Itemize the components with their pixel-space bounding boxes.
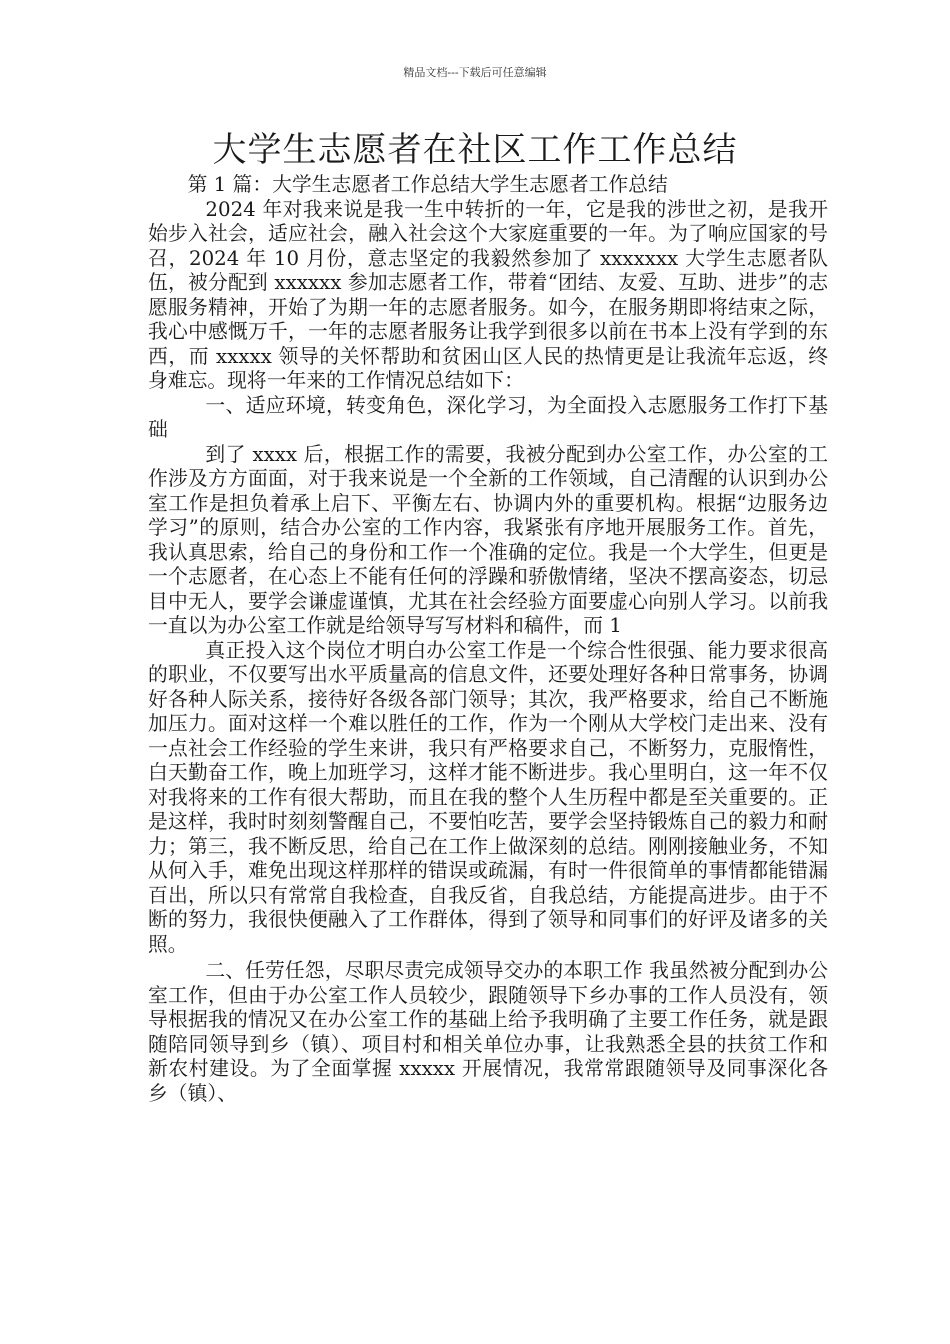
document-body — [148, 173, 828, 1106]
section-subtitle: 第 1 篇：大学生志愿者工作总结大学生志愿者工作总结 — [187, 173, 668, 196]
section-heading-2-paragraph: 二、任劳任怨，尽职尽责完成领导交办的本职工作 我虽然被分配到办公室工作，但由于办公室工作人员较少，跟随领导下乡办事的工作人员没有，领导根据我的情况又在办公室工作的基础上给予我明确了主要工作任务，就是跟随陪同领导到乡（镇）、项目村和相关单位办事，让我熟悉全县的扶贫工作和新农村建设。为了全面掌握 xxxxx 开展情况，我常常跟随领导及同事深化各乡（镇）、 — [148, 959, 828, 1105]
paragraph-learning: 真正投入这个岗位才明白办公室工作是一个综合性很强、能力要求很高的职业，不仅要写出水平质量高的信息文件，还要处理好各种日常事务，协调好各种人际关系，接待好各级各部门领导；其次，我严格要求，给自己不断施加压力。面对这样一个难以胜任的工作，作为一个刚从大学校门走出来、没有一点社会工作经验的学生来讲，我只有严格要求自己，不断努力，克服惰性，白天勤奋工作，晚上加班学习，这样才能不断进步。我心里明白，这一年不仅对我将来的工作有很大帮助，而且在我的整个人生历程中都是至关重要的。正是这样，我时时刻刻警醒自己，不要怕吃苦，要学会坚持锻炼自己的毅力和耐力；第三，我不断反思，给自己在工作上做深刻的总结。刚刚接触业务，不知从何入手，难免出现这样那样的错误或疏漏，有时一件很简单的事情都能错漏百出，所以只有常常自我检查，自我反省，自我总结，方能提高进步。由于不断的努力，我很快便融入了工作群体，得到了领导和同事们的好评及诸多的关照。 — [148, 638, 828, 956]
paragraph-intro: 2024 年对我来说是我一生中转折的一年，它是我的涉世之初，是我开始步入社会，适应社会，融入社会这个大家庭重要的一年。为了响应国家的号召，2024 年 10 月份，意志坚定的我毅然参加了 xxxxxxx 大学生志愿者队伍，被分配到 xxxxxx 参加志愿者工作，带着“团结、友爱、互助、进步”的志愿服务精神，开始了为期一年的志愿者服务。如今，在服务期即将结束之际，我心中感慨万千，一年的志愿者服务让我学到很多以前在书本上没有学到的东西，而 xxxxx 领导的关怀帮助和贫困山区人民的热情更是让我流年忘返，终身难忘。现将一年来的工作情况总结如下： — [148, 197, 828, 392]
paragraph-office-work: 到了 xxxx 后，根据工作的需要，我被分配到办公室工作，办公室的工作涉及方方面面，对于我来说是一个全新的工作领域，自己清醒的认识到办公室工作是担负着承上启下、平衡左右、协调内外的重要机构。根据“边服务边学习”的原则，结合办公室的工作内容，我紧张有序地开展服务工作。首先，我认真思索，给自己的身份和工作一个准确的定位。我是一个大学生，但更是一个志愿者，在心态上不能有任何的浮躁和骄傲情绪，坚决不摆高姿态，切忌目中无人，要学会谦虚谨慎，尤其在社会经验方面要虚心向别人学习。以前我一直以为办公室工作就是给领导写写材料和稿件，而 1 — [148, 442, 828, 637]
document-title: 大学生志愿者在社区工作工作总结 — [212, 130, 738, 170]
page-header: 精品文档---下载后可任意编辑 — [403, 66, 547, 79]
section-heading-1: 一、适应环境，转变角色，深化学习，为全面投入志愿服务工作打下基础 — [148, 393, 828, 441]
